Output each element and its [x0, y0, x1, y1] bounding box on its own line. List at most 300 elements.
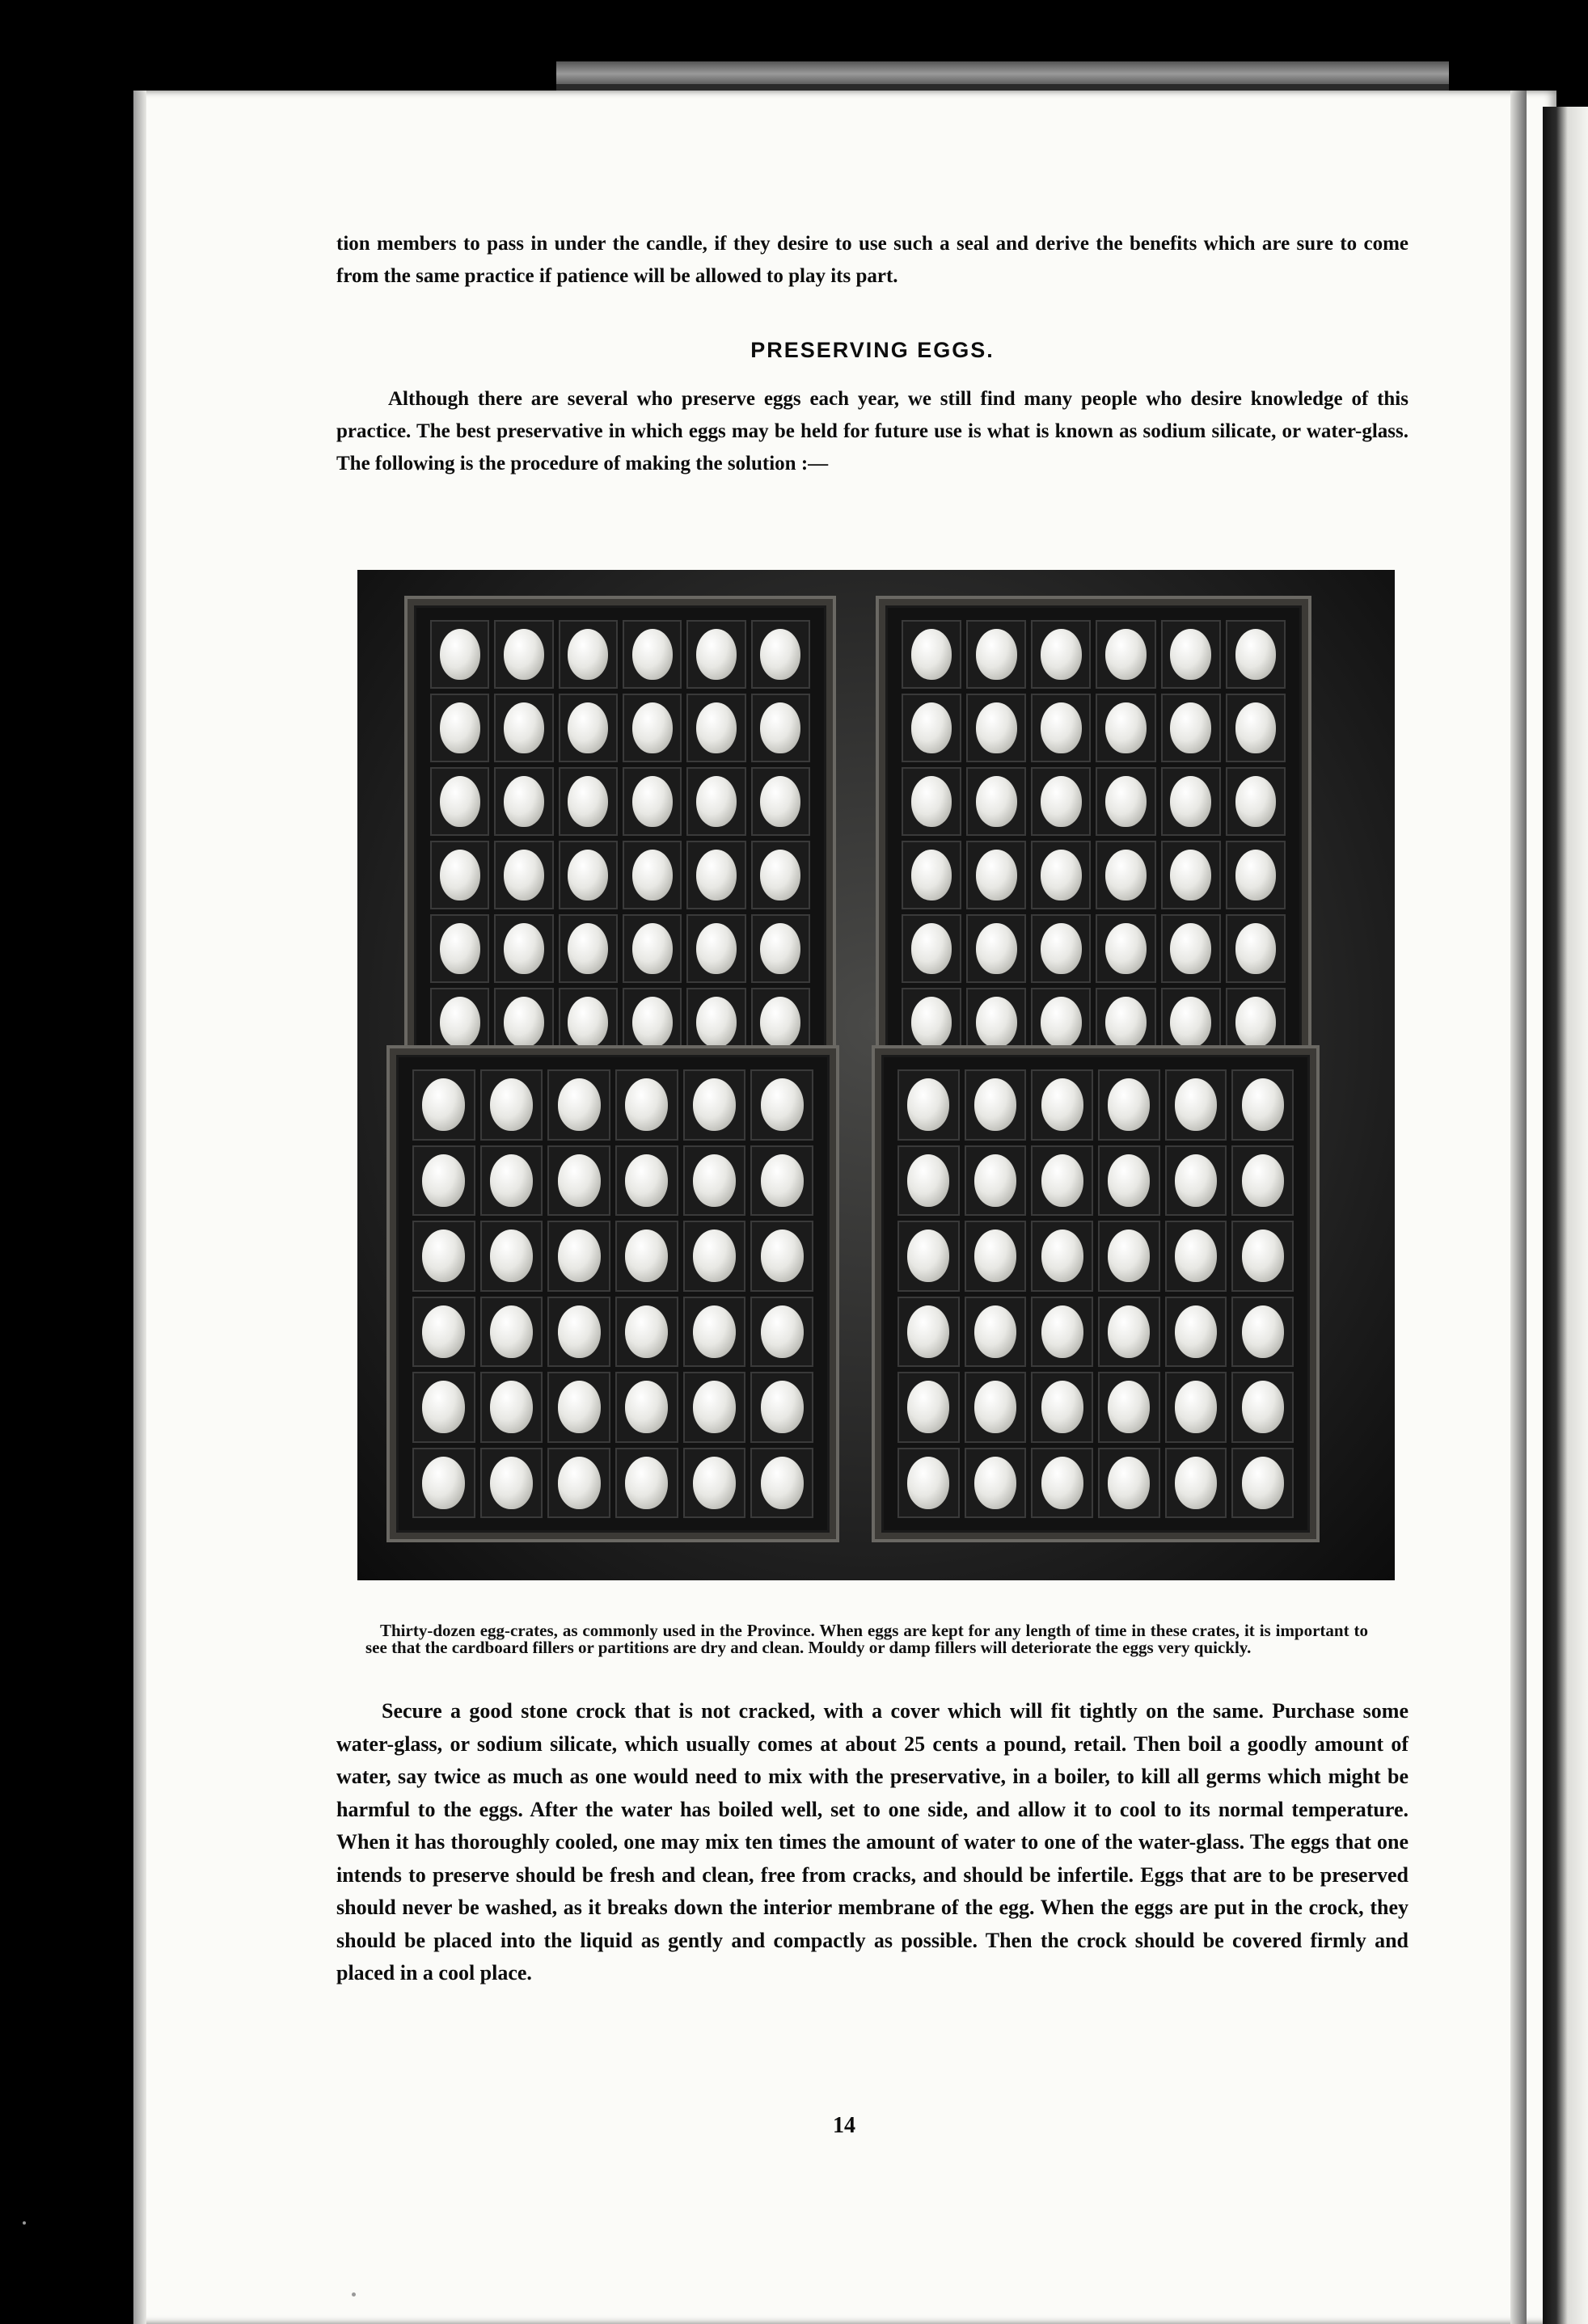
egg	[911, 629, 952, 680]
crate-cell	[965, 1069, 1027, 1141]
egg	[625, 1078, 668, 1131]
crate-cell	[1031, 1448, 1093, 1519]
egg	[1175, 1381, 1217, 1433]
egg	[1105, 997, 1147, 1048]
crate-cell	[623, 988, 682, 1057]
egg	[422, 1154, 465, 1207]
crate-cell	[615, 1221, 678, 1292]
crate-cell	[412, 1221, 475, 1292]
crate-cell	[480, 1145, 543, 1217]
crate-cell	[902, 988, 961, 1057]
crate-cell	[547, 1221, 610, 1292]
crate-cell	[897, 1069, 960, 1141]
crate-cell	[623, 767, 682, 836]
crate-cell	[547, 1069, 610, 1141]
crate-cell	[1161, 620, 1221, 689]
scan-speck	[23, 2221, 26, 2225]
crate-cell	[547, 1145, 610, 1217]
egg	[568, 850, 608, 900]
crate-cell	[683, 1297, 746, 1368]
egg	[693, 1381, 736, 1433]
egg	[761, 1305, 804, 1358]
crate-cell	[1165, 1297, 1227, 1368]
crate-cell	[966, 694, 1026, 762]
crate-cell	[1226, 694, 1286, 762]
egg-crate-top-left	[408, 599, 833, 1078]
crate-cell	[902, 694, 961, 762]
crate-cell	[1165, 1145, 1227, 1217]
egg	[1041, 629, 1082, 680]
crate-cell	[1231, 1297, 1294, 1368]
egg	[1235, 776, 1277, 827]
egg	[1108, 1305, 1150, 1358]
egg	[1235, 850, 1277, 900]
crate-cell	[559, 841, 618, 909]
crate-cell	[966, 620, 1026, 689]
crate-cell	[430, 914, 489, 983]
egg	[1170, 923, 1211, 974]
crate-cell	[559, 767, 618, 836]
crate-cell	[494, 694, 553, 762]
crate-cell	[1231, 1372, 1294, 1443]
crate-cell	[686, 988, 745, 1057]
egg	[632, 923, 673, 974]
crate-cell	[750, 1221, 813, 1292]
crate-cell	[1096, 841, 1155, 909]
crate-cell	[615, 1145, 678, 1217]
egg	[490, 1229, 533, 1282]
egg	[440, 776, 480, 827]
egg	[976, 702, 1017, 753]
crate-cell	[750, 1069, 813, 1141]
egg	[974, 1381, 1016, 1433]
egg	[490, 1457, 533, 1509]
crate-cell	[1031, 841, 1091, 909]
crate-cell	[1161, 914, 1221, 983]
egg	[1235, 702, 1277, 753]
crate-cell	[412, 1145, 475, 1217]
egg-crate-bottom-left	[390, 1048, 836, 1539]
egg	[696, 776, 737, 827]
egg	[974, 1457, 1016, 1509]
crate-cell	[683, 1145, 746, 1217]
egg	[693, 1305, 736, 1358]
egg	[625, 1305, 668, 1358]
crate-cell	[430, 767, 489, 836]
egg	[693, 1457, 736, 1509]
egg	[1105, 702, 1147, 753]
crate-cell	[1098, 1448, 1160, 1519]
egg	[760, 629, 800, 680]
egg	[760, 923, 800, 974]
crate-cell	[751, 914, 810, 983]
egg	[1041, 1305, 1083, 1358]
crate-cell	[559, 988, 618, 1057]
egg	[625, 1229, 668, 1282]
crate-cell	[559, 620, 618, 689]
egg	[1105, 850, 1147, 900]
crate-cell	[686, 841, 745, 909]
adjacent-page-sliver	[1543, 107, 1588, 2324]
crate-cell	[750, 1297, 813, 1368]
scan-speck	[352, 2292, 356, 2297]
crate-cell	[494, 767, 553, 836]
crate-cell	[1226, 914, 1286, 983]
egg	[1175, 1229, 1217, 1282]
crate-cell	[430, 988, 489, 1057]
crate-cell	[1165, 1221, 1227, 1292]
egg	[761, 1078, 804, 1131]
crate-cell	[750, 1145, 813, 1217]
egg-crates-photo	[357, 570, 1395, 1580]
egg	[490, 1154, 533, 1207]
egg	[974, 1229, 1016, 1282]
crate-cell	[494, 841, 553, 909]
crate-cell	[412, 1297, 475, 1368]
egg	[696, 850, 737, 900]
egg	[1041, 923, 1082, 974]
egg	[1041, 1381, 1083, 1433]
egg	[568, 997, 608, 1048]
egg	[696, 923, 737, 974]
egg	[625, 1457, 668, 1509]
crate-cell	[686, 767, 745, 836]
crate-cell	[965, 1297, 1027, 1368]
crate-cell	[1096, 620, 1155, 689]
crate-cell	[559, 914, 618, 983]
egg	[1175, 1154, 1217, 1207]
egg	[1242, 1305, 1284, 1358]
crate-cell	[1231, 1448, 1294, 1519]
egg	[440, 702, 480, 753]
crate-cell	[623, 694, 682, 762]
egg	[1108, 1457, 1150, 1509]
egg	[568, 923, 608, 974]
crate-cell	[559, 694, 618, 762]
crate-cell	[1031, 620, 1091, 689]
egg	[1170, 850, 1211, 900]
egg	[1041, 850, 1082, 900]
egg	[1242, 1229, 1284, 1282]
crate-cell	[751, 620, 810, 689]
crate-cell	[547, 1448, 610, 1519]
egg	[1041, 1229, 1083, 1282]
egg	[907, 1229, 949, 1282]
crate-cell	[966, 914, 1026, 983]
continuation-paragraph: tion members to pass in under the candle, if they desire to use such a seal and derive the benefits which are sure to come from the same practice if patience will be allowed to play its part.	[336, 233, 1409, 287]
egg	[760, 776, 800, 827]
egg	[1041, 1154, 1083, 1207]
crate-cell	[683, 1221, 746, 1292]
crate-cell	[480, 1372, 543, 1443]
egg	[422, 1078, 465, 1131]
crate-cell	[1226, 988, 1286, 1057]
crate-cell	[1098, 1372, 1160, 1443]
egg	[422, 1305, 465, 1358]
egg	[1105, 629, 1147, 680]
egg	[422, 1229, 465, 1282]
egg	[907, 1078, 949, 1131]
crate-cell	[430, 841, 489, 909]
crate-cell	[623, 620, 682, 689]
crate-cell	[683, 1069, 746, 1141]
crate-cell	[1231, 1069, 1294, 1141]
egg	[568, 702, 608, 753]
crate-cell	[683, 1372, 746, 1443]
egg	[632, 997, 673, 1048]
egg	[1041, 997, 1082, 1048]
egg	[490, 1381, 533, 1433]
crate-cell	[547, 1372, 610, 1443]
egg	[911, 776, 952, 827]
crate-cell	[1098, 1145, 1160, 1217]
egg	[907, 1457, 949, 1509]
egg	[1235, 997, 1277, 1048]
crate-cell	[494, 914, 553, 983]
crate-cell	[1161, 841, 1221, 909]
crate-cell	[412, 1448, 475, 1519]
egg	[504, 923, 544, 974]
egg	[504, 776, 544, 827]
crate-cell	[1031, 988, 1091, 1057]
crate-cell	[412, 1069, 475, 1141]
crate-cell	[615, 1448, 678, 1519]
crate-cell	[412, 1372, 475, 1443]
egg	[1108, 1229, 1150, 1282]
crate-cell	[1165, 1372, 1227, 1443]
crate-cell	[751, 767, 810, 836]
egg	[696, 629, 737, 680]
egg	[1170, 702, 1211, 753]
egg	[558, 1381, 601, 1433]
crate-cell	[1161, 988, 1221, 1057]
page-right-edge	[1510, 91, 1527, 2324]
egg	[625, 1154, 668, 1207]
egg	[1170, 997, 1211, 1048]
crate-cell	[1098, 1297, 1160, 1368]
crate-cell	[897, 1145, 960, 1217]
page-left-edge	[133, 91, 146, 2324]
crate-cell	[1031, 1221, 1093, 1292]
egg	[1242, 1457, 1284, 1509]
crate-cell	[683, 1448, 746, 1519]
egg	[1175, 1078, 1217, 1131]
crate-cell	[1098, 1221, 1160, 1292]
crate-cell	[902, 767, 961, 836]
egg	[558, 1229, 601, 1282]
intro-paragraph: Although there are several who preserve eggs each year, we still find many people who desire knowledge of this practice. The best preservative in which eggs may be held for future use is what is known as sodium silicate, or water-glass. The following is the procedure of making the solution :—	[336, 388, 1409, 475]
crate-cell	[1031, 767, 1091, 836]
egg	[632, 850, 673, 900]
crate-cell	[902, 620, 961, 689]
crate-cell	[1096, 988, 1155, 1057]
egg	[760, 702, 800, 753]
crate-cell	[1096, 694, 1155, 762]
egg	[974, 1154, 1016, 1207]
egg-crate-bottom-right	[875, 1048, 1316, 1539]
crate-cell	[480, 1069, 543, 1141]
crate-cell	[480, 1448, 543, 1519]
egg	[568, 776, 608, 827]
crate-cell	[480, 1297, 543, 1368]
crate-cell	[1031, 1297, 1093, 1368]
egg	[974, 1305, 1016, 1358]
egg	[1170, 629, 1211, 680]
egg	[761, 1229, 804, 1282]
egg	[1041, 1457, 1083, 1509]
crate-cell	[1031, 694, 1091, 762]
crate-cell	[1231, 1145, 1294, 1217]
page-number: 14	[833, 2113, 855, 2138]
egg	[911, 923, 952, 974]
section-heading: PRESERVING EGGS.	[750, 338, 995, 362]
egg	[1175, 1457, 1217, 1509]
egg	[911, 850, 952, 900]
egg	[976, 997, 1017, 1048]
crate-cell	[750, 1372, 813, 1443]
egg	[1170, 776, 1211, 827]
egg	[1242, 1154, 1284, 1207]
egg	[976, 629, 1017, 680]
egg	[504, 702, 544, 753]
crate-cell	[897, 1448, 960, 1519]
crate-cell	[1226, 767, 1286, 836]
crate-cell	[1031, 1372, 1093, 1443]
egg	[974, 1078, 1016, 1131]
egg	[558, 1078, 601, 1131]
egg	[907, 1305, 949, 1358]
egg	[558, 1305, 601, 1358]
egg	[1242, 1078, 1284, 1131]
egg	[761, 1457, 804, 1509]
crate-cell	[1161, 767, 1221, 836]
crate-cell	[897, 1297, 960, 1368]
egg	[632, 776, 673, 827]
crate-cell	[902, 914, 961, 983]
egg	[976, 776, 1017, 827]
crate-cell	[686, 694, 745, 762]
crate-cell	[1226, 620, 1286, 689]
crate-cell	[897, 1221, 960, 1292]
egg	[1108, 1154, 1150, 1207]
crate-cell	[494, 620, 553, 689]
egg	[568, 629, 608, 680]
egg	[1041, 1078, 1083, 1131]
egg	[440, 629, 480, 680]
crate-cell	[494, 988, 553, 1057]
crate-cell	[1161, 694, 1221, 762]
egg-crate-top-right	[879, 599, 1308, 1078]
crate-cell	[686, 914, 745, 983]
crate-cell	[897, 1372, 960, 1443]
egg	[1108, 1078, 1150, 1131]
egg	[1242, 1381, 1284, 1433]
egg	[422, 1381, 465, 1433]
crate-cell	[902, 841, 961, 909]
crate-cell	[750, 1448, 813, 1519]
egg	[558, 1457, 601, 1509]
crate-cell	[686, 620, 745, 689]
crate-cell	[623, 841, 682, 909]
crate-cell	[480, 1221, 543, 1292]
crate-cell	[1098, 1069, 1160, 1141]
egg	[1041, 702, 1082, 753]
egg	[1108, 1381, 1150, 1433]
crate-cell	[615, 1372, 678, 1443]
crate-cell	[751, 694, 810, 762]
egg	[760, 997, 800, 1048]
egg	[632, 629, 673, 680]
crate-cell	[1031, 1069, 1093, 1141]
crate-cell	[1096, 767, 1155, 836]
egg	[490, 1078, 533, 1131]
crate-cell	[751, 841, 810, 909]
crate-cell	[430, 694, 489, 762]
egg	[1105, 923, 1147, 974]
crate-cell	[1231, 1221, 1294, 1292]
crate-cell	[1096, 914, 1155, 983]
egg	[440, 850, 480, 900]
crate-cell	[1031, 1145, 1093, 1217]
crate-cell	[615, 1297, 678, 1368]
egg	[696, 702, 737, 753]
egg	[976, 923, 1017, 974]
crate-cell	[430, 620, 489, 689]
egg	[625, 1381, 668, 1433]
egg	[504, 629, 544, 680]
egg	[558, 1154, 601, 1207]
egg	[911, 997, 952, 1048]
crate-cell	[547, 1297, 610, 1368]
crate-cell	[966, 841, 1026, 909]
egg	[907, 1381, 949, 1433]
egg	[693, 1154, 736, 1207]
crate-cell	[751, 988, 810, 1057]
egg	[422, 1457, 465, 1509]
crate-cell	[1226, 841, 1286, 909]
egg	[907, 1154, 949, 1207]
crate-cell	[966, 988, 1026, 1057]
egg	[911, 702, 952, 753]
egg	[632, 702, 673, 753]
egg	[1175, 1305, 1217, 1358]
egg	[760, 850, 800, 900]
main-paragraph: Secure a good stone crock that is not cracked, with a cover which will fit tightly on the same. Purchase some water-glass, or sodium silicate, which usually comes at about 25 cents a pound, retail. Then boil a goodly amount of water, say twice as much as one would need to mix with the preservative, in a boiler, to kill all germs which might be harmful to the eggs. After the water has boiled well, set to one side, and allow it to cool to its normal temperature. When it has thoroughly cooled, one may mix ten times the amount of water to one of the water-glass. The eggs that one intends to preserve should be fresh and clean, free from cracks, and should be infertile. Eggs that are to be preserved should never be washed, as it breaks down the interior membrane of the egg. When the eggs are put in the crock, they should be placed into the liquid as gently and compactly as possible. Then the crock should be covered firmly and placed in a cool place.	[336, 1699, 1409, 1984]
egg	[693, 1078, 736, 1131]
egg	[761, 1381, 804, 1433]
egg	[693, 1229, 736, 1282]
egg	[1105, 776, 1147, 827]
crate-cell	[965, 1145, 1027, 1217]
crate-cell	[965, 1221, 1027, 1292]
egg	[1041, 776, 1082, 827]
crate-cell	[966, 767, 1026, 836]
egg	[490, 1305, 533, 1358]
egg	[440, 997, 480, 1048]
photo-caption: Thirty-dozen egg-crates, as commonly used in the Province. When eggs are kept for any length of time in these crates, it is important to see that the cardboard fillers or partitions are dry and clean. Mouldy or damp fillers will deteriorate the eggs very quickly.	[365, 1621, 1368, 1657]
crate-cell	[615, 1069, 678, 1141]
egg	[696, 997, 737, 1048]
egg	[1235, 629, 1277, 680]
crate-cell	[965, 1448, 1027, 1519]
egg	[976, 850, 1017, 900]
crate-cell	[1031, 914, 1091, 983]
crate-cell	[965, 1372, 1027, 1443]
egg	[440, 923, 480, 974]
egg	[1235, 923, 1277, 974]
crate-cell	[1165, 1069, 1227, 1141]
egg	[504, 997, 544, 1048]
